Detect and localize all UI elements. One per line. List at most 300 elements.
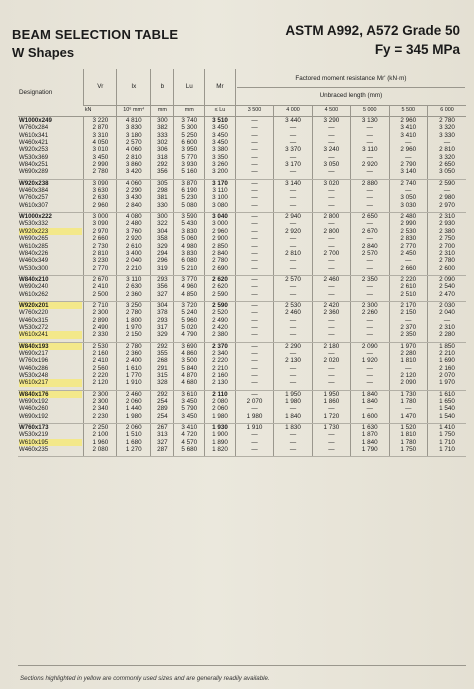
c3500-value: —	[251, 431, 258, 439]
mr-value: 3 040	[212, 213, 228, 221]
c5000-value: 1 790	[361, 446, 378, 454]
unit-cell: mm	[174, 106, 205, 117]
mr-value: 1 890	[212, 438, 228, 446]
b-value: 292	[157, 342, 168, 350]
lu-value: 4 980	[181, 242, 198, 250]
designation-value: W690x192	[19, 412, 49, 420]
c3500-cell	[235, 213, 273, 276]
c5000-cell	[351, 301, 389, 342]
vr-value: 2 250	[92, 424, 109, 432]
c5000-value: 2 090	[361, 342, 378, 350]
lu-value: 3 720	[181, 301, 198, 309]
c4500-value: —	[328, 446, 335, 454]
designation-cell	[18, 342, 84, 390]
shape-group	[18, 424, 466, 457]
designation-value: W690x240	[19, 283, 49, 291]
c6000-value: 1 410	[439, 424, 455, 432]
designation-value: W840x176	[19, 391, 82, 398]
c5000-value: 1 840	[361, 438, 378, 446]
c5500-value: 1 780	[400, 398, 417, 406]
mr-value: 2 370	[212, 342, 228, 350]
c6000-value: 1 970	[439, 379, 455, 387]
c4500-value: —	[328, 316, 335, 324]
lu-value: 4 960	[181, 283, 198, 291]
b-value: 294	[157, 249, 168, 257]
c3500-value: —	[251, 146, 258, 154]
c3500-value: —	[251, 117, 258, 124]
c3500-value: —	[251, 283, 258, 291]
mr-value: 3 260	[212, 161, 228, 169]
designation-cell	[18, 301, 84, 342]
mr-cell	[205, 424, 236, 457]
c4000-value: —	[289, 124, 297, 132]
vr-value: 4 050	[92, 139, 109, 147]
c6000-value: 2 930	[439, 220, 455, 228]
vr-value: 2 100	[92, 431, 109, 439]
unit-cell: mm	[151, 106, 174, 117]
c4000-value: —	[289, 235, 297, 243]
c5000-value: —	[366, 290, 373, 298]
vr-value: 2 730	[92, 242, 109, 250]
c5000-value: —	[366, 316, 373, 324]
table-row	[18, 390, 466, 423]
c4000-cell	[274, 424, 312, 457]
c5500-value: 2 990	[400, 220, 417, 228]
b-cell	[151, 390, 174, 423]
mr-value: 3 450	[212, 139, 228, 147]
c4500-value: —	[328, 323, 335, 331]
c3500-value: —	[251, 372, 258, 379]
shape-group	[18, 301, 466, 342]
designation-value: W610x262	[19, 290, 49, 298]
c4500-value: 1 720	[323, 412, 340, 420]
c4000-value: —	[289, 139, 297, 147]
c3500-value: —	[251, 309, 258, 317]
c6000-value: 1 710	[439, 446, 455, 454]
c3500-value: 1 910	[246, 424, 263, 432]
vr-value: 2 220	[92, 372, 109, 379]
ix-cell	[117, 179, 151, 212]
c4500-cell	[312, 275, 350, 301]
vr-value: 2 870	[92, 124, 109, 132]
c4500-value: —	[328, 283, 335, 291]
c3500-value: —	[251, 235, 258, 243]
c4500-cell	[312, 117, 350, 180]
mr-value: 2 620	[212, 275, 228, 283]
c3500-value: —	[251, 331, 258, 339]
c4000-value: —	[289, 316, 297, 324]
vr-value: 2 670	[92, 275, 109, 283]
c4000-value: 3 440	[285, 117, 301, 124]
lu-value: 3 690	[181, 342, 198, 350]
c4000-value: —	[289, 446, 297, 454]
vr-value: 2 330	[92, 331, 109, 339]
b-value: 317	[157, 323, 168, 331]
c5500-value: 2 660	[400, 264, 417, 272]
table-row	[18, 342, 466, 390]
c6000-value: 2 040	[439, 309, 455, 317]
ix-value: 2 150	[125, 331, 142, 339]
c6000-value: 1 650	[439, 398, 455, 406]
c4500-cell	[312, 342, 350, 390]
c4500-value: —	[328, 124, 335, 132]
vr-value: 2 630	[92, 194, 109, 202]
designation-value: W690x289	[19, 168, 49, 176]
c5500-value: 2 370	[400, 323, 417, 331]
b-value: 313	[157, 431, 168, 439]
mr-value: 3 000	[212, 220, 228, 228]
lu-value: 3 610	[181, 390, 198, 398]
lu-value: 4 790	[181, 331, 198, 339]
c3500-value: —	[251, 390, 258, 398]
lu-value: 6 190	[181, 187, 198, 195]
ix-value: 2 840	[125, 201, 142, 209]
c5500-value: —	[405, 405, 412, 413]
c6000-value: —	[443, 316, 451, 324]
ix-value: 2 780	[125, 309, 142, 317]
c6000-value: 2 780	[439, 257, 455, 265]
ix-value: 2 400	[125, 357, 142, 365]
sheet-subtitle: W Shapes	[12, 45, 75, 60]
c4500-value: —	[328, 187, 335, 195]
ix-value: 2 920	[125, 235, 142, 243]
c4000-value: —	[289, 283, 297, 291]
length-header-cell: 4 000	[274, 106, 312, 117]
ix-value: 4 080	[125, 213, 142, 221]
b-value: 329	[157, 242, 168, 250]
b-value: 267	[157, 424, 168, 432]
c5000-value: —	[366, 201, 373, 209]
c3500-cell	[235, 179, 273, 212]
c5500-value: —	[405, 257, 412, 265]
ix-value: 1 270	[125, 446, 142, 454]
c4000-cell	[274, 390, 312, 423]
c4500-cell	[312, 301, 350, 342]
ix-value: 3 180	[125, 131, 142, 139]
mr-value: 2 380	[212, 331, 228, 339]
ix-value: 3 400	[125, 249, 142, 257]
c5000-cell	[351, 342, 389, 390]
c5500-value: 2 150	[400, 309, 417, 317]
c6000-value: 2 980	[439, 194, 455, 202]
vr-value: 2 660	[92, 235, 109, 243]
ix-value: 1 510	[125, 431, 142, 439]
mr-value: 3 110	[212, 187, 228, 195]
b-cell	[151, 117, 174, 180]
ix-value: 1 800	[125, 316, 142, 324]
c4000-value: 3 370	[285, 146, 301, 154]
c4500-value: 3 020	[323, 179, 340, 187]
c6000-cell	[427, 424, 466, 457]
c4500-value: 2 800	[323, 227, 340, 235]
c5500-value: 2 960	[400, 146, 417, 154]
vr-value: 3 220	[92, 117, 109, 124]
length-header-cell: 3 500	[235, 106, 273, 117]
mr-value: 2 690	[212, 264, 228, 272]
c3500-value: —	[251, 168, 258, 176]
c4500-value: 2 360	[323, 309, 340, 317]
c6000-value: 3 320	[439, 153, 455, 161]
c3500-cell	[235, 275, 273, 301]
vr-value: 3 090	[92, 179, 109, 187]
lu-value: 3 950	[181, 146, 198, 154]
ix-value: 4 810	[125, 117, 142, 124]
mr-value: 3 450	[212, 131, 228, 139]
c5500-value: 1 730	[400, 390, 417, 398]
c6000-value: 2 090	[439, 275, 455, 283]
vr-value: 2 300	[92, 398, 109, 406]
lu-value: 5 230	[181, 194, 198, 202]
lu-value: 5 300	[181, 124, 198, 132]
c3500-cell	[235, 117, 273, 180]
mr-cell	[205, 117, 236, 180]
b-value: 292	[157, 390, 168, 398]
vr-value: 2 160	[92, 349, 109, 357]
c4500-value: —	[328, 405, 335, 413]
b-cell	[151, 213, 174, 276]
c3500-value: —	[251, 264, 258, 272]
c4500-value: —	[328, 257, 335, 265]
header-left	[12, 27, 178, 60]
c3500-cell	[235, 424, 273, 457]
c4500-value: —	[328, 264, 335, 272]
c6000-cell	[427, 390, 466, 423]
c5500-value: —	[405, 316, 412, 324]
ix-value: 3 110	[126, 275, 142, 283]
c4500-value: 2 420	[323, 301, 340, 309]
c4000-value: 2 570	[285, 275, 301, 283]
b-value: 293	[157, 316, 168, 324]
c4000-value: 1 980	[285, 398, 301, 406]
b-value: 356	[157, 283, 168, 291]
mr-value: 3 100	[212, 194, 228, 202]
c4000-value: —	[289, 257, 297, 265]
c5500-cell	[389, 342, 427, 390]
c5500-value: 3 050	[400, 194, 417, 202]
c4500-value: 2 700	[323, 249, 340, 257]
vr-cell	[84, 213, 117, 276]
c4000-value: —	[289, 168, 297, 176]
b-value: 318	[157, 153, 168, 161]
mr-value: 3 350	[212, 153, 228, 161]
designation-value: W460x235	[19, 446, 49, 454]
vr-value: 2 340	[92, 405, 109, 413]
ix-cell	[117, 275, 151, 301]
b-cell	[151, 424, 174, 457]
designation-value: W690x265	[19, 235, 49, 243]
mr-value: 2 900	[212, 235, 228, 243]
lu-cell	[174, 179, 205, 212]
c4500-value: —	[328, 235, 335, 243]
c5500-value: 2 280	[400, 349, 417, 357]
c4000-value: —	[289, 438, 297, 446]
c5000-value: 2 300	[361, 301, 378, 309]
lu-value: 5 080	[181, 201, 198, 209]
c4000-value: —	[289, 290, 297, 298]
c6000-value: 2 750	[439, 235, 455, 243]
vr-value: 2 500	[92, 290, 109, 298]
designation-value: W530x332	[19, 220, 49, 228]
lu-value: 5 840	[181, 364, 198, 372]
b-cell	[151, 301, 174, 342]
designation-value: W610x241	[19, 331, 82, 338]
mr-cell	[205, 390, 236, 423]
lu-value: 4 850	[181, 290, 198, 298]
c4500-value: —	[328, 379, 335, 387]
length-header-cell: 5 000	[351, 106, 389, 117]
ix-value: 2 570	[125, 139, 142, 147]
c6000-value: 2 540	[439, 283, 455, 291]
designation-value: W840x251	[19, 161, 49, 169]
ix-value: 2 290	[125, 187, 142, 195]
lu-header: Lu	[174, 69, 205, 106]
b-value: 268	[157, 357, 168, 365]
c4500-value: 2 460	[323, 275, 340, 283]
c6000-value: 2 070	[439, 372, 455, 379]
designation-value: W610x285	[19, 242, 49, 250]
c4000-value: —	[289, 187, 297, 195]
c4500-value: —	[328, 220, 335, 228]
c5000-cell	[351, 390, 389, 423]
mr-value: 2 960	[212, 227, 228, 235]
lu-value: 5 160	[181, 168, 198, 176]
c6000-cell	[427, 179, 466, 212]
c5000-value: —	[366, 349, 373, 357]
c3500-value: —	[251, 213, 258, 221]
designation-value: W920x238	[19, 179, 49, 187]
c4000-cell	[274, 275, 312, 301]
c6000-value: 2 280	[439, 331, 455, 339]
c6000-value: 1 850	[439, 342, 455, 350]
c5000-value: —	[366, 194, 373, 202]
designation-value: W460x260	[19, 405, 49, 413]
designation-cell	[18, 275, 84, 301]
length-header-cell: 4 500	[312, 106, 350, 117]
designation-cell	[18, 117, 84, 180]
footnote: Sections highlighted in yellow are commonly used sizes and are generally readily available.	[20, 675, 270, 682]
c4000-value: 3 140	[285, 179, 301, 187]
shape-group	[18, 213, 466, 276]
c5500-cell	[389, 275, 427, 301]
c5500-value: —	[405, 153, 412, 161]
designation-value: W1000x222	[19, 213, 52, 221]
ix-value: 4 060	[125, 179, 142, 187]
lu-cell	[174, 301, 205, 342]
lu-value: 4 720	[181, 431, 198, 439]
lu-value: 5 680	[181, 446, 198, 454]
c5500-cell	[389, 213, 427, 276]
c5500-cell	[389, 301, 427, 342]
lu-value: 5 240	[181, 309, 198, 317]
c4500-value: 1 860	[323, 398, 340, 406]
c4000-value: —	[289, 242, 297, 250]
mr-value: 2 130	[212, 379, 228, 387]
c5500-value: 2 770	[400, 242, 417, 250]
ix-value: 2 780	[125, 342, 142, 350]
c4000-value: 2 460	[285, 309, 301, 317]
ix-value: 2 360	[125, 349, 142, 357]
designation-value: W460x384	[19, 187, 49, 195]
b-value: 302	[157, 139, 168, 147]
mr-value: 2 110	[212, 390, 228, 398]
c6000-value: 1 710	[439, 438, 455, 446]
mr-value: 1 930	[212, 424, 228, 432]
designation-value: W920x201	[19, 302, 82, 309]
ix-value: 1 910	[125, 379, 142, 387]
c6000-value: 2 600	[439, 264, 455, 272]
lu-value: 3 870	[181, 179, 198, 187]
designation-value: W920x253	[19, 146, 49, 154]
sheet-title: BEAM SELECTION TABLE	[12, 27, 179, 42]
c5500-value: 1 780	[400, 438, 417, 446]
c6000-cell	[427, 117, 466, 180]
vr-value: 2 710	[92, 301, 109, 309]
designation-value: W460x421	[19, 139, 49, 147]
c3500-value: —	[251, 323, 258, 331]
ix-value: 3 420	[125, 168, 142, 176]
c4500-value: —	[328, 331, 335, 339]
ix-value: 2 060	[125, 398, 142, 406]
ix-value: 1 610	[125, 364, 142, 372]
mr-value: 3 200	[212, 168, 228, 176]
c4000-value: 1 840	[285, 412, 301, 420]
c5500-value: 1 810	[400, 357, 417, 365]
c4000-value: 2 940	[285, 213, 301, 221]
vr-value: 2 410	[92, 283, 109, 291]
c4500-value: —	[328, 201, 335, 209]
vr-value: 3 630	[92, 187, 109, 195]
c4500-value: 3 050	[323, 161, 340, 169]
b-cell	[151, 342, 174, 390]
c4500-value: —	[328, 242, 335, 250]
lu-cell	[174, 342, 205, 390]
shape-group	[18, 117, 466, 180]
b-value: 291	[157, 364, 168, 372]
c5000-value: 3 110	[362, 146, 378, 154]
c5000-value: —	[366, 264, 373, 272]
designation-cell	[18, 390, 84, 423]
c4500-value: 3 290	[323, 117, 340, 124]
vr-header: Vr	[84, 69, 117, 106]
designation-value: W530x272	[19, 323, 49, 331]
b-value: 356	[157, 168, 168, 176]
c4500-value: 2 020	[323, 357, 340, 365]
lu-cell	[174, 275, 205, 301]
c6000-value: 2 310	[439, 323, 455, 331]
c5000-value: —	[366, 168, 373, 176]
c5500-value: 1 750	[400, 446, 417, 454]
vr-value: 2 300	[92, 309, 109, 317]
ix-value: 4 060	[125, 146, 142, 154]
c4500-cell	[312, 424, 350, 457]
c5000-cell	[351, 424, 389, 457]
designation-value: W460x286	[19, 364, 49, 372]
c5000-value: —	[366, 153, 373, 161]
c4000-value: —	[289, 264, 297, 272]
ix-cell	[117, 213, 151, 276]
c6000-value: 2 210	[439, 349, 455, 357]
mr-cell	[205, 301, 236, 342]
c4500-value: —	[328, 438, 335, 446]
c3500-value: —	[251, 124, 258, 132]
c3500-value: —	[251, 194, 258, 202]
length-header-cell: 5 500	[389, 106, 427, 117]
b-value: 319	[157, 264, 168, 272]
ix-value: 2 460	[125, 390, 142, 398]
vr-cell	[84, 179, 117, 212]
c4000-value: —	[289, 153, 297, 161]
vr-value: 3 310	[92, 131, 109, 139]
